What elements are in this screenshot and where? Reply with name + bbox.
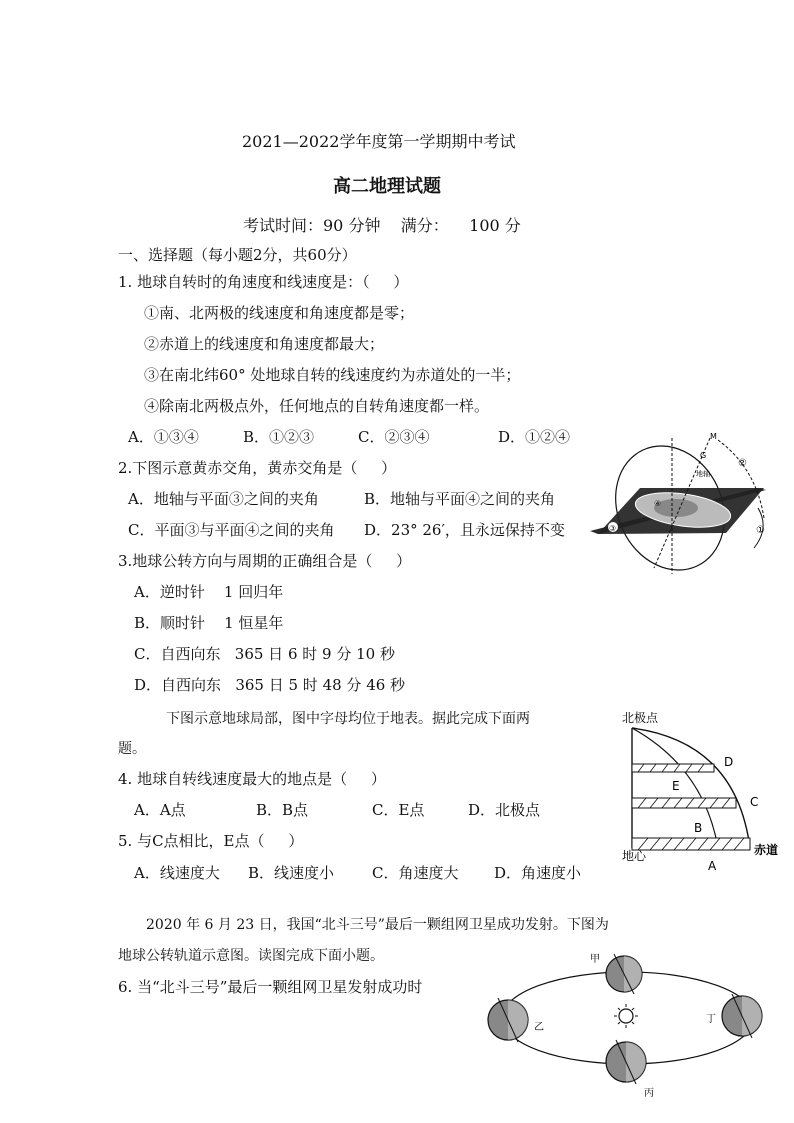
q4-option-d: D．北极点 (468, 801, 541, 819)
q1-item-3: ③在南北纬60° 处地球自转的线速度约为赤道处的一半； (144, 366, 521, 384)
label-a: A (708, 859, 717, 873)
upper-band (632, 764, 714, 772)
label-yi: 乙 (534, 1022, 544, 1033)
q1-option-c: C．②③④ (358, 428, 430, 446)
q1-item-4: ④除南北两极点外，任何地点的自转角速度都一样。 (144, 397, 490, 415)
q3-option-c: C．自西向东 365 日 6 时 9 分 10 秒 (134, 645, 395, 663)
q4-option-b: B．B点 (256, 801, 309, 819)
label-b: B (694, 821, 703, 835)
label-north-pole: 北极点 (622, 711, 659, 725)
label-bing: 丙 (644, 1088, 654, 1099)
earth-bing (606, 1040, 646, 1084)
q2-option-b: B．地轴与平面④之间的夹角 (364, 490, 556, 508)
obliquity-figure (588, 428, 774, 576)
label-jia: 甲 (590, 954, 600, 965)
middle-band (632, 798, 736, 808)
q3-option-b: B．顺时针 1 恒星年 (134, 614, 284, 632)
label-earth-center: 地心 (622, 849, 647, 863)
q3-option-a: A．逆时针 1 回归年 (134, 583, 284, 601)
q2-option-a: A．地轴与平面③之间的夹角 (128, 490, 319, 508)
q5-option-c: C．角速度大 (372, 864, 459, 882)
outer-arc (632, 728, 750, 848)
q5-option-b: B．线速度小 (248, 864, 335, 882)
intro-45-line2: 题。 (118, 741, 146, 757)
q1-item-1: ①南、北两极的线速度和角速度都是零； (144, 304, 415, 322)
orbit-figure (480, 950, 780, 1120)
label-e: E (672, 779, 680, 793)
q4-option-a: A．A点 (134, 801, 186, 819)
q4-stem: 4. 地球自转线速度最大的地点是（ ） (118, 770, 386, 788)
q6-stem: 6. 当“北斗三号”最后一颗组网卫星发射成功时 (118, 978, 423, 996)
q5-option-a: A．线速度大 (134, 864, 220, 882)
q1-item-2: ②赤道上的线速度和角速度都最大； (144, 335, 385, 353)
q1-stem: 1. 地球自转时的角速度和线速度是：（ ） (118, 273, 409, 291)
q1-option-d: D．①②④ (498, 428, 571, 446)
intro-6-line1: 2020 年 6 月 23 日，我国“北斗三号”最后一颗组网卫星成功发射。下图为 (146, 917, 609, 933)
q4-option-c: C．E点 (372, 801, 425, 819)
label-m: M (710, 432, 717, 441)
label-3: ③ (609, 524, 617, 533)
label-c: C (750, 795, 759, 809)
q3-option-d: D．自西向东 365 日 5 时 48 分 46 秒 (134, 676, 406, 694)
earth-section-figure (618, 708, 790, 874)
intro-6-line2: 地球公转轨道示意图。读图完成下面小题。 (118, 948, 384, 964)
subject-title: 高二地理试题 (333, 176, 441, 197)
q2-option-d: D．23° 26′，且永远保持不变 (364, 521, 565, 539)
label-2: ② (738, 458, 747, 469)
exam-title: 2021—2022学年度第一学期期中考试 (242, 132, 516, 151)
q1-option-b: B．①②③ (243, 428, 315, 446)
q2-option-c: C．平面③与平面④之间的夹角 (128, 521, 335, 539)
earth-ding (722, 994, 762, 1038)
label-axis: 地轴 (696, 470, 710, 478)
label-4: ④ (654, 499, 662, 508)
section-heading: 一、选择题（每小题2分，共60分） (118, 246, 357, 264)
label-g: G (700, 451, 707, 460)
q5-stem: 5. 与C点相比，E点（ ） (118, 832, 304, 850)
label-1: ① (756, 525, 765, 536)
q5-option-d: D．角速度小 (494, 864, 582, 882)
q3-stem: 3.地球公转方向与周期的正确组合是（ ） (118, 552, 412, 570)
label-ding: 丁 (706, 1014, 716, 1025)
exam-info: 考试时间：90 分钟 满分： 100 分 (243, 216, 521, 235)
q2-stem: 2.下图示意黄赤交角，黄赤交角是（ ） (118, 459, 397, 477)
earth-yi (488, 998, 528, 1042)
sun-icon (619, 1009, 633, 1023)
intro-45-line1: 下图示意地球局部，图中字母均位于地表。据此完成下面两 (166, 711, 530, 727)
q1-option-a: A．①③④ (128, 428, 199, 446)
label-equator: 赤道 (754, 843, 779, 857)
earth-jia (606, 954, 642, 994)
label-d: D (724, 755, 734, 769)
